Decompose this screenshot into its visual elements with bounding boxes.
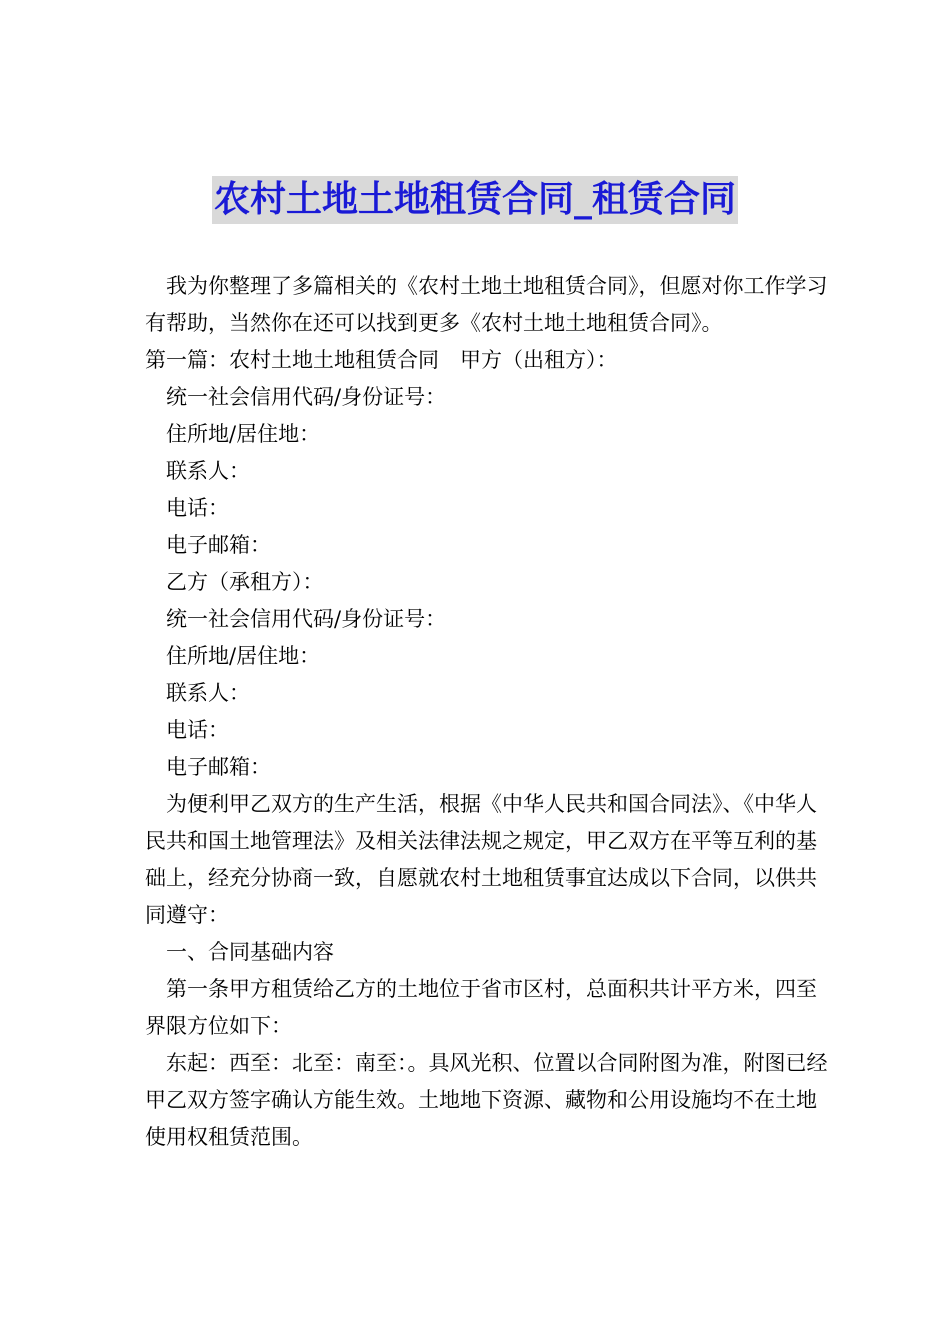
paragraph-party-a-credit-code: 统一社会信用代码/身份证号：: [166, 385, 447, 409]
paragraph-preamble: 为便利甲乙双方的生产生活，根据《中华人民共和国合同法》、《中华人民共和国土地管理法》及相关法律法规之规定，甲乙双方在平等互利的基础上，经充分协商一致，自愿就农村土地租赁事宜达成以下合同，以供共同遵守：: [145, 792, 817, 927]
paragraph-party-b-contact: 联系人：: [166, 681, 250, 705]
paragraph-intro: 我为你整理了多篇相关的《农村土地土地租赁合同》，但愿对你工作学习有帮助，当然你在还可以找到更多《农村土地土地租赁合同》。: [145, 274, 828, 335]
paragraph-party-b-phone: 电话：: [166, 718, 229, 742]
paragraph-section-1: 一、合同基础内容: [166, 940, 334, 964]
paragraph-party-b-email: 电子邮箱：: [166, 755, 271, 779]
paragraph-party-a-address: 住所地/居住地：: [166, 422, 321, 446]
title-container: [0, 176, 950, 224]
paragraph-party-b-credit-code: 统一社会信用代码/身份证号：: [166, 607, 447, 631]
paragraph-article-1: 第一条甲方租赁给乙方的土地位于省市区村，总面积共计平方米，四至界限方位如下：: [145, 977, 817, 1038]
paragraph-party-a-phone: 电话：: [166, 496, 229, 520]
paragraph-boundaries: 东起：西至：北至：南至：。具风光积、位置以合同附图为准，附图已经甲乙双方签字确认方能生效。土地地下资源、藏物和公用设施均不在土地使用权租赁范围。: [145, 1051, 828, 1149]
paragraph-party-a-email: 电子邮箱：: [166, 533, 271, 557]
paragraph-party-b: 乙方（承租方）：: [166, 570, 324, 594]
document-body: [145, 268, 835, 1156]
paragraph-heading-1: 第一篇：农村土地土地租赁合同 甲方（出租方）：: [145, 348, 618, 372]
document-title: 农村土地土地租赁合同_租赁合同: [212, 176, 738, 224]
paragraph-party-b-address: 住所地/居住地：: [166, 644, 321, 668]
paragraph-party-a-contact: 联系人：: [166, 459, 250, 483]
